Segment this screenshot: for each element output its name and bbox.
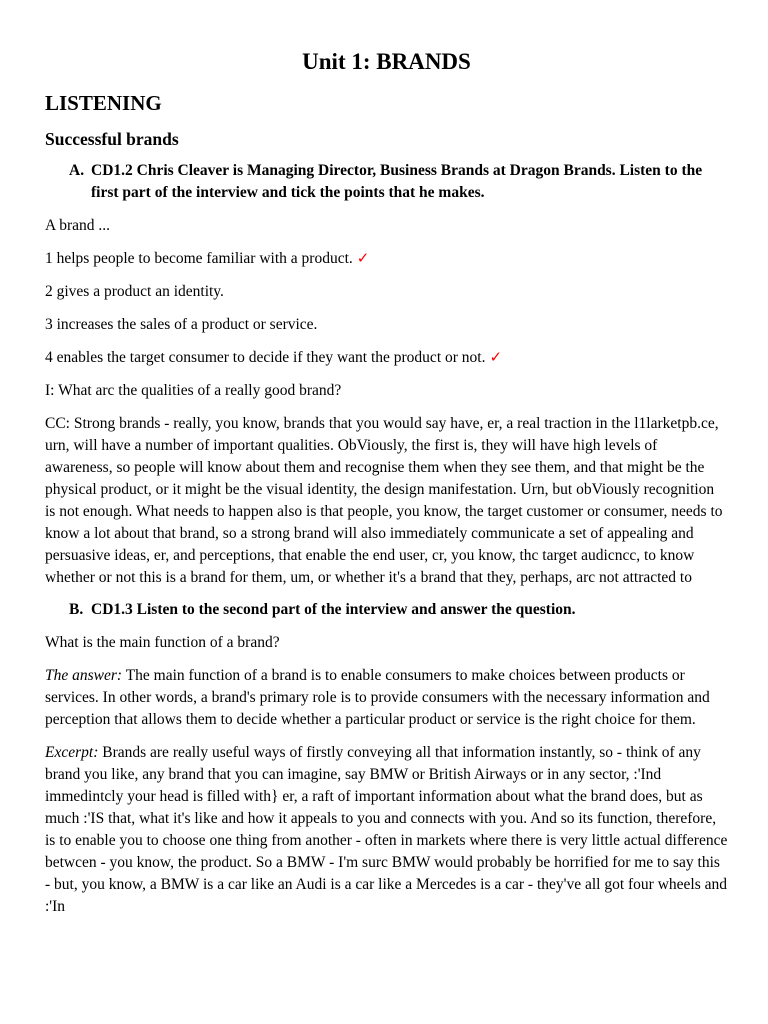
- cc-answer: CC: Strong brands - really, you know, brands that you would say have, er, a real traction in the l1larketpb.ce, urn, will have a number of important qualities. ObViously, the first is, they will have high levels of awareness, so people will know about them and recognise them when they see them, and that might be the physical product, or it might be the visual identity, the design manifestation. Urn, but obViously recognition is not enough. What needs to happen also is that people, you know, the target customer or consumer, needs to know a lot about that brand, so a strong brand will also immediately communicate a set of appealing and persuasive ideas, er, and perceptions, that enable the end user, cr, you know, thc target audicncc, to know whether or not this is a brand for them, um, or whether it's a brand that they, perhaps, arc not attracted to: [45, 415, 723, 586]
- answer-label: The answer:: [45, 667, 123, 684]
- point-4-text: 4 enables the target consumer to decide if they want the product or not.: [45, 349, 486, 366]
- point-3-text: 3 increases the sales of a product or service.: [45, 316, 318, 333]
- question-b: What is the main function of a brand?: [45, 634, 280, 651]
- unit-title: Unit 1: BRANDS: [302, 49, 471, 74]
- task-a-letter: A.: [69, 162, 85, 179]
- checkmark-icon: ✓: [356, 251, 370, 267]
- answer-paragraph: [45, 665, 728, 731]
- answer-text: The main function of a brand is to enable consumers to make choices between products or services. In other words, a brand's primary role is to provide consumers with the necessary information and perception that allows them to decide whether a particular product or service is the right choice for them.: [45, 667, 710, 728]
- excerpt-text: Brands are really useful ways of firstly conveying all that information instantly, so - think of any brand you like, any brand that you can imagine, say BMW or British Airways or in any sector, :'Ind immedintcly your head is filled with} er, a raft of important information about what the brand does, but as much :'IS that, what it's like and how it appeals to you and connects with you. And so its function, therefore, is to enable you to choose one thing from another - often in markets where there is very little actual difference betwcen - you know, the product. So a BMW - I'm surc BMW would probably be horrified for me to say this - but, you know, a BMW is a car like an Audi is a car like a Mercedes is a car - they've all got four wheels and :'In: [45, 744, 728, 915]
- brand-intro: A brand ...: [45, 217, 111, 234]
- point-2-text: 2 gives a product an identity.: [45, 283, 224, 300]
- task-a-text: CD1.2 Chris Cleaver is Managing Director, Business Brands at Dragon Brands. Listen to the first part of the interview and tick the points that he makes.: [91, 162, 703, 201]
- task-b-text: CD1.3 Listen to the second part of the interview and answer the question.: [91, 601, 576, 618]
- excerpt-label: Excerpt:: [45, 744, 99, 761]
- subsection-heading: Successful brands: [45, 129, 179, 149]
- point-2: [45, 281, 728, 303]
- interviewer-question: I: What arc the qualities of a really good brand?: [45, 382, 342, 399]
- point-4: [45, 347, 728, 369]
- point-3: [45, 314, 728, 336]
- point-1-text: 1 helps people to become familiar with a product.: [45, 250, 353, 267]
- excerpt-paragraph: [45, 742, 728, 918]
- task-a: [45, 160, 728, 204]
- task-b: [45, 599, 728, 621]
- task-b-letter: B.: [69, 601, 84, 618]
- checkmark-icon: ✓: [489, 350, 503, 366]
- point-1: [45, 248, 728, 270]
- section-heading: LISTENING: [45, 91, 162, 115]
